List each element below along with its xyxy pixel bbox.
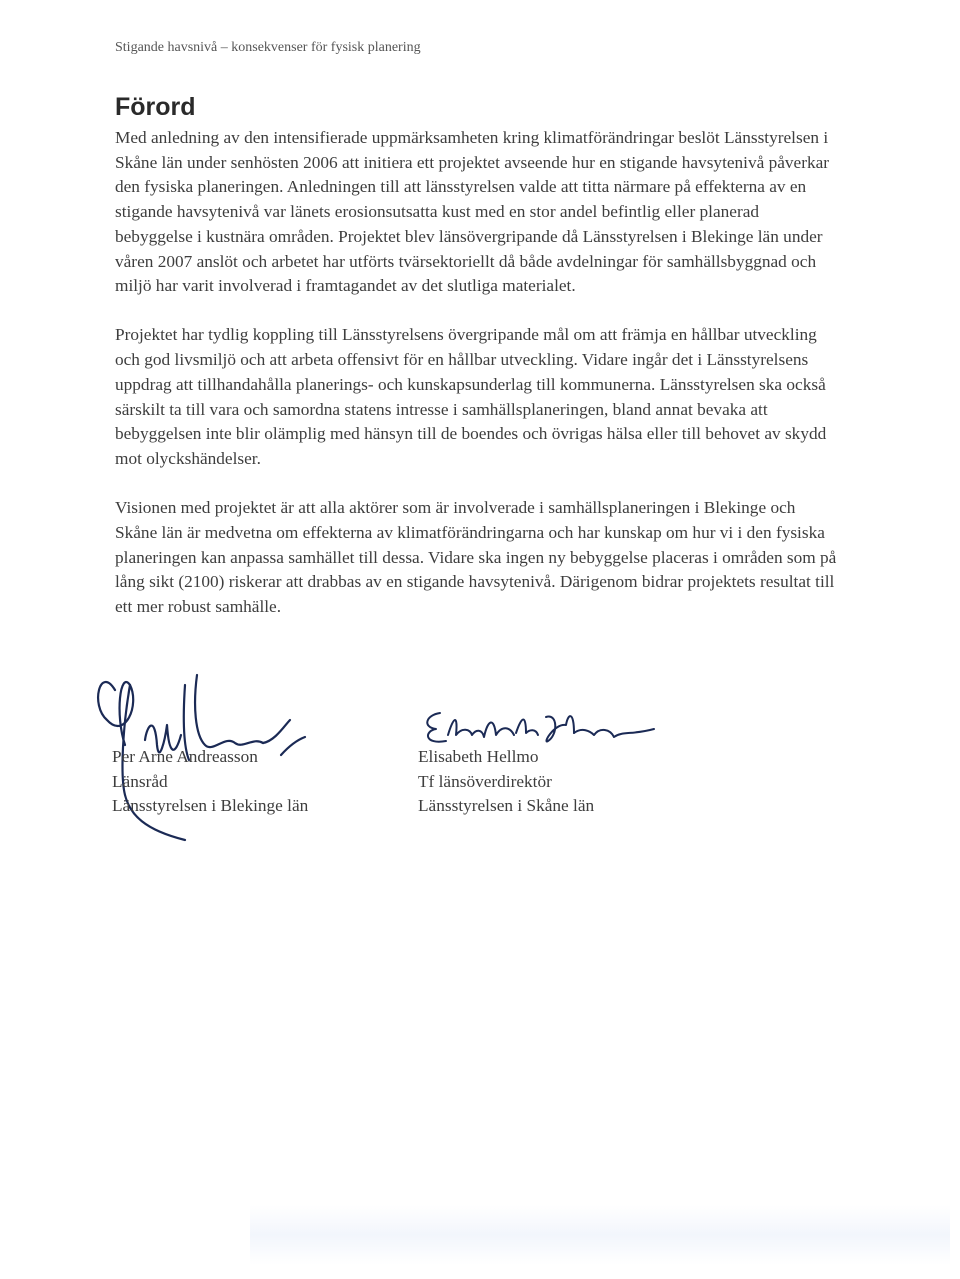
running-header: Stigande havsnivå – konsekvenser för fysisk planering	[115, 40, 421, 55]
signatory-name: Elisabeth Hellmo	[418, 747, 539, 766]
signatory-right	[418, 745, 594, 819]
page-title: Förord	[115, 93, 196, 121]
signatory-name: Per Arne Andreasson	[112, 747, 258, 766]
signatory-title: Tf länsöverdirektör	[418, 771, 552, 791]
signatory-organisation: Länsstyrelsen i Blekinge län	[112, 796, 309, 816]
scan-artifact	[250, 1205, 950, 1265]
signatory-title: Länsråd	[112, 771, 168, 791]
paragraph: Visionen med projektet är att alla aktörer som är involverade i samhällsplaneringen i Blekinge och Skåne län är medvetna om effekterna av klimatförändringarna och har kunskap om hur vi i den fysiska planeringen kan anpassa samhället till dessa. Vidare ska ingen ny bebyggelse placeras i områden som på lång sikt (2100) riskerar att drabbas av en stigande havsytenivå. Därigenom bidrar projektets resultat till ett mer robust samhälle.	[115, 498, 837, 616]
signatory-left	[112, 745, 308, 819]
preface-body	[115, 126, 840, 644]
signatory-organisation: Länsstyrelsen i Skåne län	[418, 796, 595, 816]
paragraph: Med anledning av den intensifierade uppmärksamheten kring klimatförändringar beslöt Länsstyrelsen i Skåne län under senhösten 2006 att initiera ett projektet avseende hur en stigande havsytenivå påverkar den fysiska planeringen. Anledningen till att länsstyrelsen valde att titta närmare på effekterna av en stigande havsytenivå var länets erosionsutsatta kust med en stor andel befintlig eller planerad bebyggelse i kustnära områden. Projektet blev länsövergripande då Länsstyrelsen i Blekinge län under våren 2007 anslöt och arbetet har utförts tvärsektoriellt då både avdelningar för samhällsbyggnad och miljö har varit involverad i framtagandet av det slutliga materialet.	[115, 128, 830, 296]
paragraph: Projektet har tydlig koppling till Länsstyrelsens övergripande mål om att främja en hållbar utveckling och god livsmiljö och att arbeta offensivt för en hållbar utveckling. Vidare ingår det i Länsstyrelsens uppdrag att tillhandahålla planerings- och kunskapsunderlag till kommunerna. Länsstyrelsen ska också särskilt ta till vara och samordna statens intresse i samhällsplaneringen, bland annat bevaka att bebyggelsen inte blir olämplig med hänsyn till de boendes och övrigas hälsa eller till behovet av skydd mot olyckshändelser.	[115, 325, 827, 468]
